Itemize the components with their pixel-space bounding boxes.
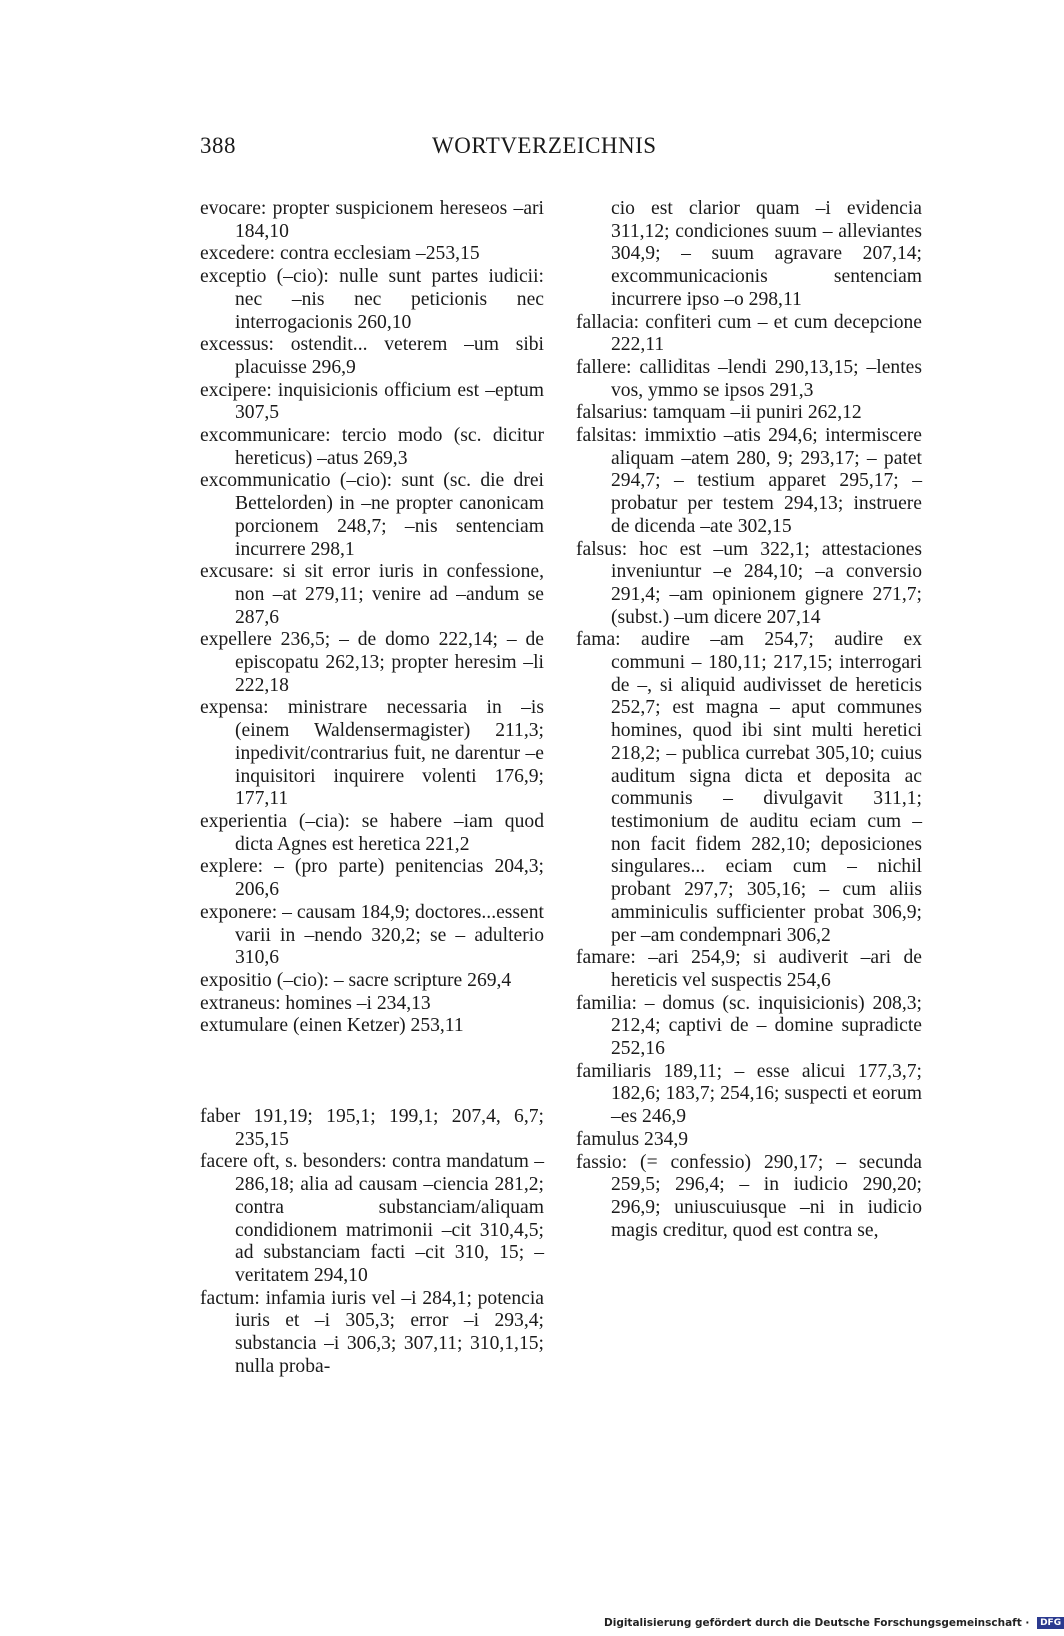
index-entry: familia: – domus (sc. inquisicionis) 208,3; 212,4; captivi de – domine supradicte 252,16 xyxy=(576,992,922,1060)
digitization-footer xyxy=(604,1617,1064,1629)
index-entry: falsitas: immixtio –atis 294,6; intermiscere aliquam –atem 280, 9; 293,17; – patet 294,7; – testium apparet 295,17; – probatur per testem 294,13; instruere de dicenda –ate 302,15 xyxy=(576,425,922,537)
index-entry: excedere: contra ecclesiam –253,15 xyxy=(200,243,480,265)
index-entry: excipere: inquisicionis officium est –eptum 307,5 xyxy=(200,379,544,424)
index-entry: evocare: propter suspicionem hereseos –ari 184,10 xyxy=(200,198,544,242)
index-entry: falsarius: tamquam –ii puniri 262,12 xyxy=(576,402,862,424)
right-column xyxy=(576,198,922,1242)
index-entry: excusare: si sit error iuris in confessione, non –at 279,11; venire ad –andum se 287,6 xyxy=(200,561,544,628)
index-entry: expositio (–cio): – sacre scripture 269,4 xyxy=(200,969,512,991)
index-entry: facere oft, s. besonders: contra mandatum – 286,18; alia ad causam –ciencia 281,2; contra substanciam/aliquam condidionem matrimonii –cit 310,4,5; ad substanciam facti –cit 310, 15; – veritatem 294,10 xyxy=(200,1151,544,1286)
footer-text: Digitalisierung gefördert durch die Deutsche Forschungsgemeinschaft · xyxy=(604,1617,1030,1629)
index-entry: famulus 234,9 xyxy=(576,1128,689,1150)
index-entry-continuation: cio est clarior quam –i evidencia 311,12; condiciones suum – alleviantes 304,9; – suum agravare 207,14; excommunicacionis sentenciam incurrere ipso –o 298,11 xyxy=(611,198,922,310)
page-number: 388 xyxy=(200,133,236,158)
index-entry: fallere: calliditas –lendi 290,13,15; –lentes vos, ymmo se ipsos 291,3 xyxy=(576,356,922,401)
index-entry: exceptio (–cio): nulle sunt partes iudicii: nec –nis nec peticionis nec interrogacionis 260,10 xyxy=(200,266,544,333)
index-entry: excessus: ostendit... veterem –um sibi placuisse 296,9 xyxy=(200,334,544,378)
index-entry: extumulare (einen Ketzer) 253,11 xyxy=(200,1015,464,1037)
letter-section-gap xyxy=(200,1038,544,1106)
index-entry: exponere: – causam 184,9; doctores...essent varii in –nendo 320,2; se – adulterio 310,6 xyxy=(200,901,544,969)
index-entry: falsus: hoc est –um 322,1; attestaciones inveniuntur –e 284,10; –a conversio 291,4; –am opinionem gignere 271,7; (subst.) –um dicere 207,14 xyxy=(576,538,922,628)
index-entry: experientia (–cia): se habere –iam quod dicta Agnes est heretica 221,2 xyxy=(200,810,544,855)
index-entry: expensa: ministrare necessaria in –is (einem Waldensermagister) 211,3; inpedivit/contrarius fuit, ne darentur –e inquisitori inquirere volenti 176,9; 177,11 xyxy=(200,697,544,810)
index-entry: factum: infamia iuris vel –i 284,1; potencia iuris et –i 305,3; error –i 293,4; substancia –i 306,3; 307,11; 310,1,15; nulla proba- xyxy=(200,1287,544,1377)
index-entry: fallacia: confiteri cum – et cum decepcione 222,11 xyxy=(576,311,922,356)
index-entry: extraneus: homines –i 234,13 xyxy=(200,992,431,1014)
index-entry: fama: audire –am 254,7; audire ex communi – 180,11; 217,15; interrogari de –, si aliquid audivisset de hereticis 252,7; est magna – aput communes homines, quod ibi sint multi heretici 218,2; – publica currebat 305,10; cuius auditum signa dicta et deposita ac communis – divulgavit 311,1; testimonium de auditu eciam cum – non facit fidem 282,10; deposiciones singulares... eciam cum – nichil probant 297,7; 305,16; – cum aliis amminiculis sufficienter probat 306,9; per –am condempnari 306,2 xyxy=(576,629,922,946)
left-column xyxy=(200,198,544,1378)
running-head: WORTVERZEICHNIS xyxy=(432,133,657,158)
index-entry: excommunicatio (–cio): sunt (sc. die drei Bettelorden) in –ne propter canonicam porcionem 248,7; –nis sentenciam incurrere 298,1 xyxy=(200,470,544,560)
index-entry: excommunicare: tercio modo (sc. dicitur hereticus) –atus 269,3 xyxy=(200,425,544,469)
index-entry: fassio: (= confessio) 290,17; – secunda 259,5; 296,4; – in iudicio 290,20; 296,9; uniuscuiusque –ni in iudicio magis creditur, quod est contra se, xyxy=(576,1151,922,1241)
dfg-logo: DFG xyxy=(1037,1617,1064,1629)
index-entry: familiaris 189,11; – esse alicui 177,3,7; 182,6; 183,7; 254,16; suspecti et eorum –es 246,9 xyxy=(576,1060,922,1128)
index-entry: faber 191,19; 195,1; 199,1; 207,4, 6,7; 235,15 xyxy=(200,1106,544,1150)
index-entry: famare: –ari 254,9; si audiverit –ari de hereticis vel suspectis 254,6 xyxy=(576,947,922,991)
index-entry: expellere 236,5; – de domo 222,14; – de episcopatu 262,13; propter heresim –li 222,18 xyxy=(200,629,544,696)
index-entry: explere: – (pro parte) penitencias 204,3; 206,6 xyxy=(200,856,544,901)
